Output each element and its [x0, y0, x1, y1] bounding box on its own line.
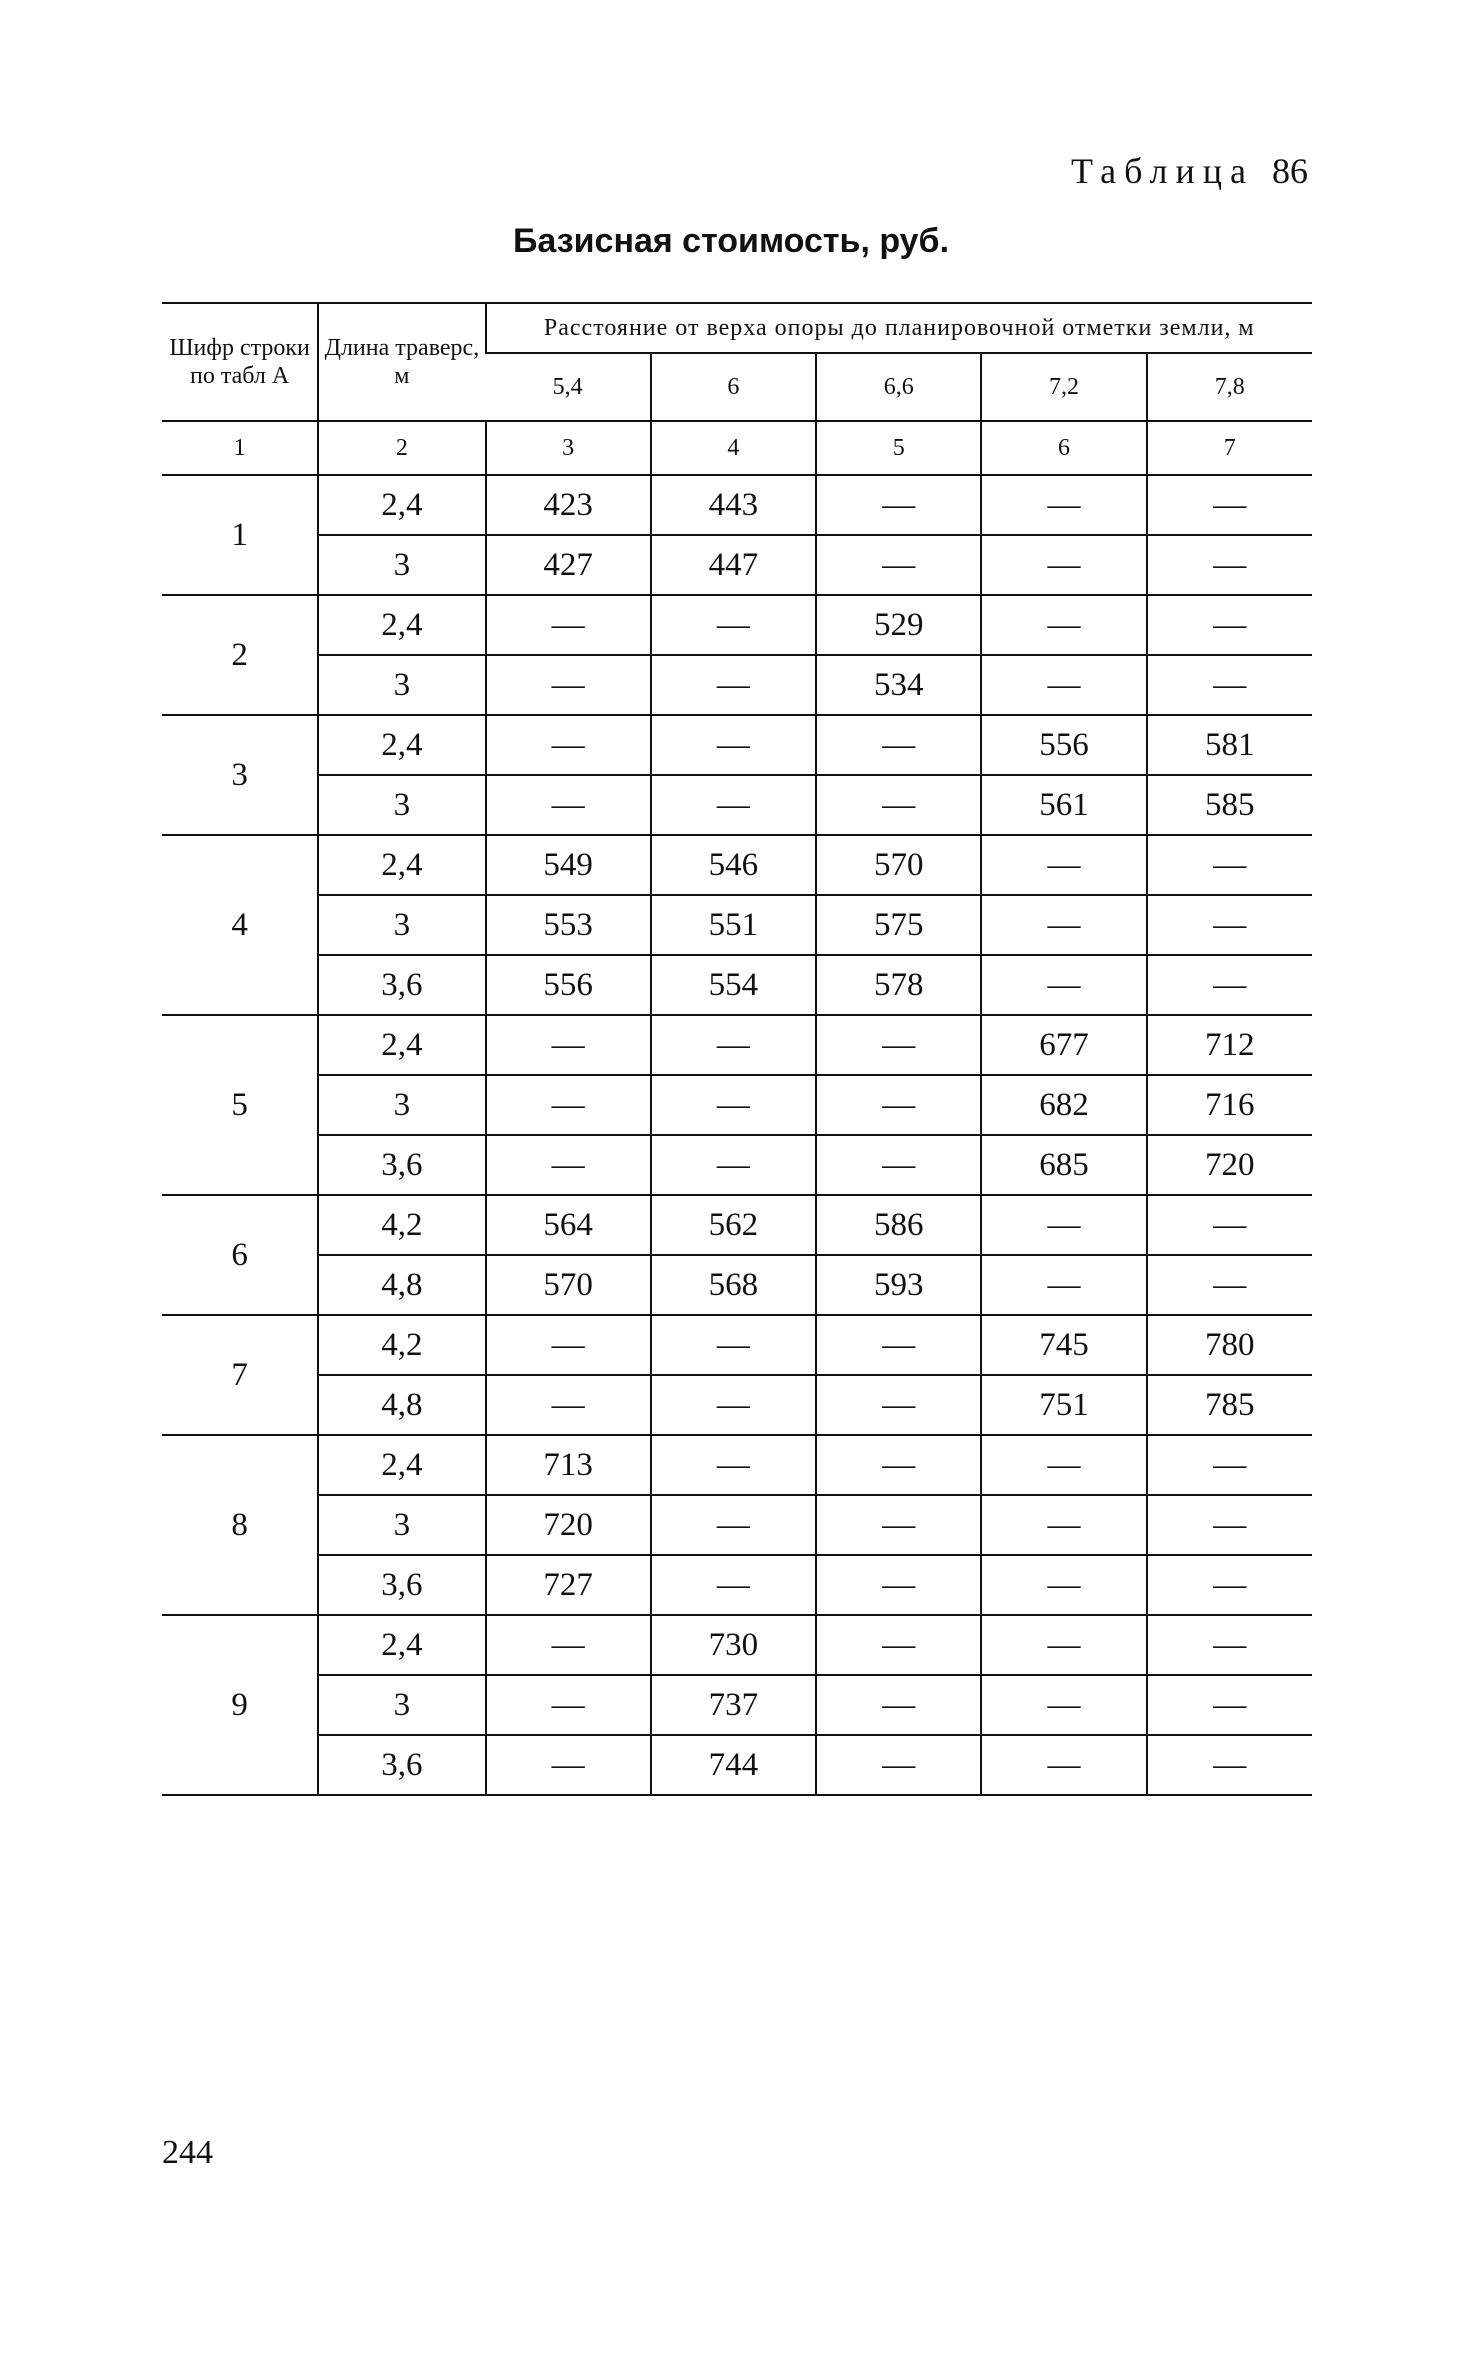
cost-value: —: [486, 1315, 651, 1375]
cost-value: —: [1147, 955, 1312, 1015]
cost-value: —: [651, 1075, 816, 1135]
cost-value: —: [816, 475, 981, 535]
cost-value: —: [1147, 1555, 1312, 1615]
cost-value: 785: [1147, 1375, 1312, 1435]
cost-value: —: [816, 1495, 981, 1555]
traverse-length: 2,4: [318, 715, 485, 775]
cost-value: 575: [816, 895, 981, 955]
cost-value: —: [486, 1675, 651, 1735]
cost-value: —: [651, 715, 816, 775]
cost-value: 677: [981, 1015, 1146, 1075]
table-row: [162, 475, 1312, 535]
cost-value: 578: [816, 955, 981, 1015]
cost-value: —: [1147, 1615, 1312, 1675]
row-code: 2: [162, 595, 318, 715]
cost-value: 581: [1147, 715, 1312, 775]
cost-table: [162, 302, 1312, 1796]
table-row: [162, 1495, 1312, 1555]
table-row: [162, 1375, 1312, 1435]
cost-value: 713: [486, 1435, 651, 1495]
traverse-length: 4,2: [318, 1195, 485, 1255]
traverse-length: 3: [318, 655, 485, 715]
table-row: [162, 1735, 1312, 1795]
traverse-length: 3: [318, 775, 485, 835]
cost-value: 568: [651, 1255, 816, 1315]
column-number: 4: [651, 421, 816, 475]
cost-value: —: [981, 1735, 1146, 1795]
cost-value: —: [651, 1315, 816, 1375]
cost-value: 564: [486, 1195, 651, 1255]
table-row: [162, 1015, 1312, 1075]
table-row: [162, 1195, 1312, 1255]
column-number: 1: [162, 421, 318, 475]
cost-value: —: [816, 775, 981, 835]
cost-value: 745: [981, 1315, 1146, 1375]
cost-value: —: [981, 895, 1146, 955]
cost-value: 682: [981, 1075, 1146, 1135]
row-code: 5: [162, 1015, 318, 1195]
table-row: [162, 595, 1312, 655]
cost-value: 556: [486, 955, 651, 1015]
column-number: 7: [1147, 421, 1312, 475]
cost-value: —: [981, 595, 1146, 655]
traverse-length: 4,2: [318, 1315, 485, 1375]
table-label-word: Таблица: [1071, 151, 1254, 191]
traverse-length: 3,6: [318, 1735, 485, 1795]
cost-value: 730: [651, 1615, 816, 1675]
cost-value: 562: [651, 1195, 816, 1255]
cost-value: 529: [816, 595, 981, 655]
traverse-length: 3: [318, 1075, 485, 1135]
cost-value: —: [981, 1555, 1146, 1615]
traverse-length: 3,6: [318, 955, 485, 1015]
cost-value: —: [651, 595, 816, 655]
traverse-length: 4,8: [318, 1255, 485, 1315]
cost-value: —: [486, 1135, 651, 1195]
cost-value: —: [816, 1435, 981, 1495]
distance-header: 5,4: [486, 353, 651, 421]
cost-value: —: [486, 1075, 651, 1135]
cost-value: 570: [486, 1255, 651, 1315]
cost-value: —: [1147, 535, 1312, 595]
cost-value: —: [981, 1195, 1146, 1255]
table-row: [162, 775, 1312, 835]
traverse-length: 2,4: [318, 595, 485, 655]
cost-value: 447: [651, 535, 816, 595]
cost-value: —: [816, 1135, 981, 1195]
cost-value: —: [651, 1135, 816, 1195]
cost-value: —: [651, 655, 816, 715]
header-distance: Расстояние от верха опоры до планировочной отметки земли, м: [486, 303, 1312, 353]
table-body: [162, 475, 1312, 1795]
traverse-length: 2,4: [318, 475, 485, 535]
distance-header: 7,2: [981, 353, 1146, 421]
traverse-length: 3: [318, 1495, 485, 1555]
cost-value: 570: [816, 835, 981, 895]
cost-value: —: [816, 1375, 981, 1435]
cost-value: —: [816, 1555, 981, 1615]
cost-value: —: [816, 1315, 981, 1375]
cost-value: 553: [486, 895, 651, 955]
cost-value: 716: [1147, 1075, 1312, 1135]
cost-value: —: [1147, 1735, 1312, 1795]
cost-value: —: [1147, 475, 1312, 535]
cost-value: 744: [651, 1735, 816, 1795]
row-code: 7: [162, 1315, 318, 1435]
column-number-row: [162, 421, 1312, 475]
table-label-number: 86: [1272, 151, 1308, 191]
cost-value: —: [1147, 1495, 1312, 1555]
row-code: 9: [162, 1615, 318, 1795]
cost-value: —: [981, 1435, 1146, 1495]
cost-value: —: [981, 835, 1146, 895]
cost-value: 751: [981, 1375, 1146, 1435]
cost-value: —: [651, 1555, 816, 1615]
row-code: 8: [162, 1435, 318, 1615]
cost-value: —: [651, 1015, 816, 1075]
cost-value: —: [486, 1615, 651, 1675]
cost-value: 720: [486, 1495, 651, 1555]
cost-value: —: [816, 1075, 981, 1135]
cost-value: —: [981, 535, 1146, 595]
cost-value: —: [981, 955, 1146, 1015]
cost-value: —: [1147, 895, 1312, 955]
cost-value: —: [1147, 1255, 1312, 1315]
cost-value: 585: [1147, 775, 1312, 835]
cost-value: —: [651, 1435, 816, 1495]
cost-value: —: [816, 1615, 981, 1675]
table-row: [162, 895, 1312, 955]
traverse-length: 4,8: [318, 1375, 485, 1435]
cost-value: —: [486, 1015, 651, 1075]
table-row: [162, 535, 1312, 595]
cost-value: 737: [651, 1675, 816, 1735]
traverse-length: 3,6: [318, 1135, 485, 1195]
cost-value: —: [1147, 655, 1312, 715]
distance-header: 6: [651, 353, 816, 421]
cost-value: —: [486, 1735, 651, 1795]
cost-value: —: [1147, 1435, 1312, 1495]
table-row: [162, 1135, 1312, 1195]
cost-value: 443: [651, 475, 816, 535]
cost-value: —: [486, 655, 651, 715]
cost-value: 554: [651, 955, 816, 1015]
cost-value: 593: [816, 1255, 981, 1315]
cost-value: —: [981, 1495, 1146, 1555]
cost-value: —: [981, 655, 1146, 715]
traverse-length: 3: [318, 535, 485, 595]
table-row: [162, 1255, 1312, 1315]
cost-value: —: [651, 775, 816, 835]
traverse-length: 3,6: [318, 1555, 485, 1615]
header-length: Длина траверс, м: [318, 303, 485, 421]
cost-value: —: [981, 1615, 1146, 1675]
cost-value: 551: [651, 895, 816, 955]
cost-value: —: [816, 1015, 981, 1075]
table-row: [162, 1675, 1312, 1735]
traverse-length: 2,4: [318, 1435, 485, 1495]
column-number: 6: [981, 421, 1146, 475]
cost-value: —: [486, 1375, 651, 1435]
cost-value: 780: [1147, 1315, 1312, 1375]
cost-value: —: [816, 535, 981, 595]
cost-value: 546: [651, 835, 816, 895]
cost-value: —: [486, 715, 651, 775]
page-number: 244: [162, 2134, 213, 2171]
table-row: [162, 1075, 1312, 1135]
cost-value: 712: [1147, 1015, 1312, 1075]
row-code: 3: [162, 715, 318, 835]
cost-value: 556: [981, 715, 1146, 775]
cost-value: —: [651, 1375, 816, 1435]
cost-value: 586: [816, 1195, 981, 1255]
distance-header: 7,8: [1147, 353, 1312, 421]
cost-value: 727: [486, 1555, 651, 1615]
traverse-length: 2,4: [318, 1015, 485, 1075]
table-row: [162, 1435, 1312, 1495]
table-row: [162, 955, 1312, 1015]
cost-value: 685: [981, 1135, 1146, 1195]
traverse-length: 3: [318, 895, 485, 955]
distance-header: 6,6: [816, 353, 981, 421]
table-row: [162, 1555, 1312, 1615]
column-number: 5: [816, 421, 981, 475]
cost-value: —: [1147, 835, 1312, 895]
cost-value: 720: [1147, 1135, 1312, 1195]
cost-value: —: [486, 775, 651, 835]
table-caption: Базисная стоимость, руб.: [512, 222, 950, 260]
traverse-length: 2,4: [318, 835, 485, 895]
cost-value: —: [816, 1735, 981, 1795]
cost-value: —: [1147, 1195, 1312, 1255]
table-label: [0, 150, 1308, 192]
cost-value: —: [816, 715, 981, 775]
cost-value: —: [486, 595, 651, 655]
row-code: 4: [162, 835, 318, 1015]
table-row: [162, 1615, 1312, 1675]
cost-value: 534: [816, 655, 981, 715]
table-row: [162, 715, 1312, 775]
table-row: [162, 835, 1312, 895]
traverse-length: 3: [318, 1675, 485, 1735]
cost-value: 427: [486, 535, 651, 595]
traverse-length: 2,4: [318, 1615, 485, 1675]
cost-value: 423: [486, 475, 651, 535]
row-code: 1: [162, 475, 318, 595]
table-row: [162, 655, 1312, 715]
table-row: [162, 1315, 1312, 1375]
cost-value: —: [816, 1675, 981, 1735]
column-number: 2: [318, 421, 485, 475]
header-code: Шифр строки по табл А: [162, 303, 318, 421]
cost-value: —: [1147, 1675, 1312, 1735]
column-number: 3: [486, 421, 651, 475]
cost-value: 561: [981, 775, 1146, 835]
cost-value: 549: [486, 835, 651, 895]
cost-value: —: [651, 1495, 816, 1555]
cost-value: —: [981, 475, 1146, 535]
row-code: 6: [162, 1195, 318, 1315]
cost-value: —: [981, 1675, 1146, 1735]
cost-value: —: [981, 1255, 1146, 1315]
cost-value: —: [1147, 595, 1312, 655]
